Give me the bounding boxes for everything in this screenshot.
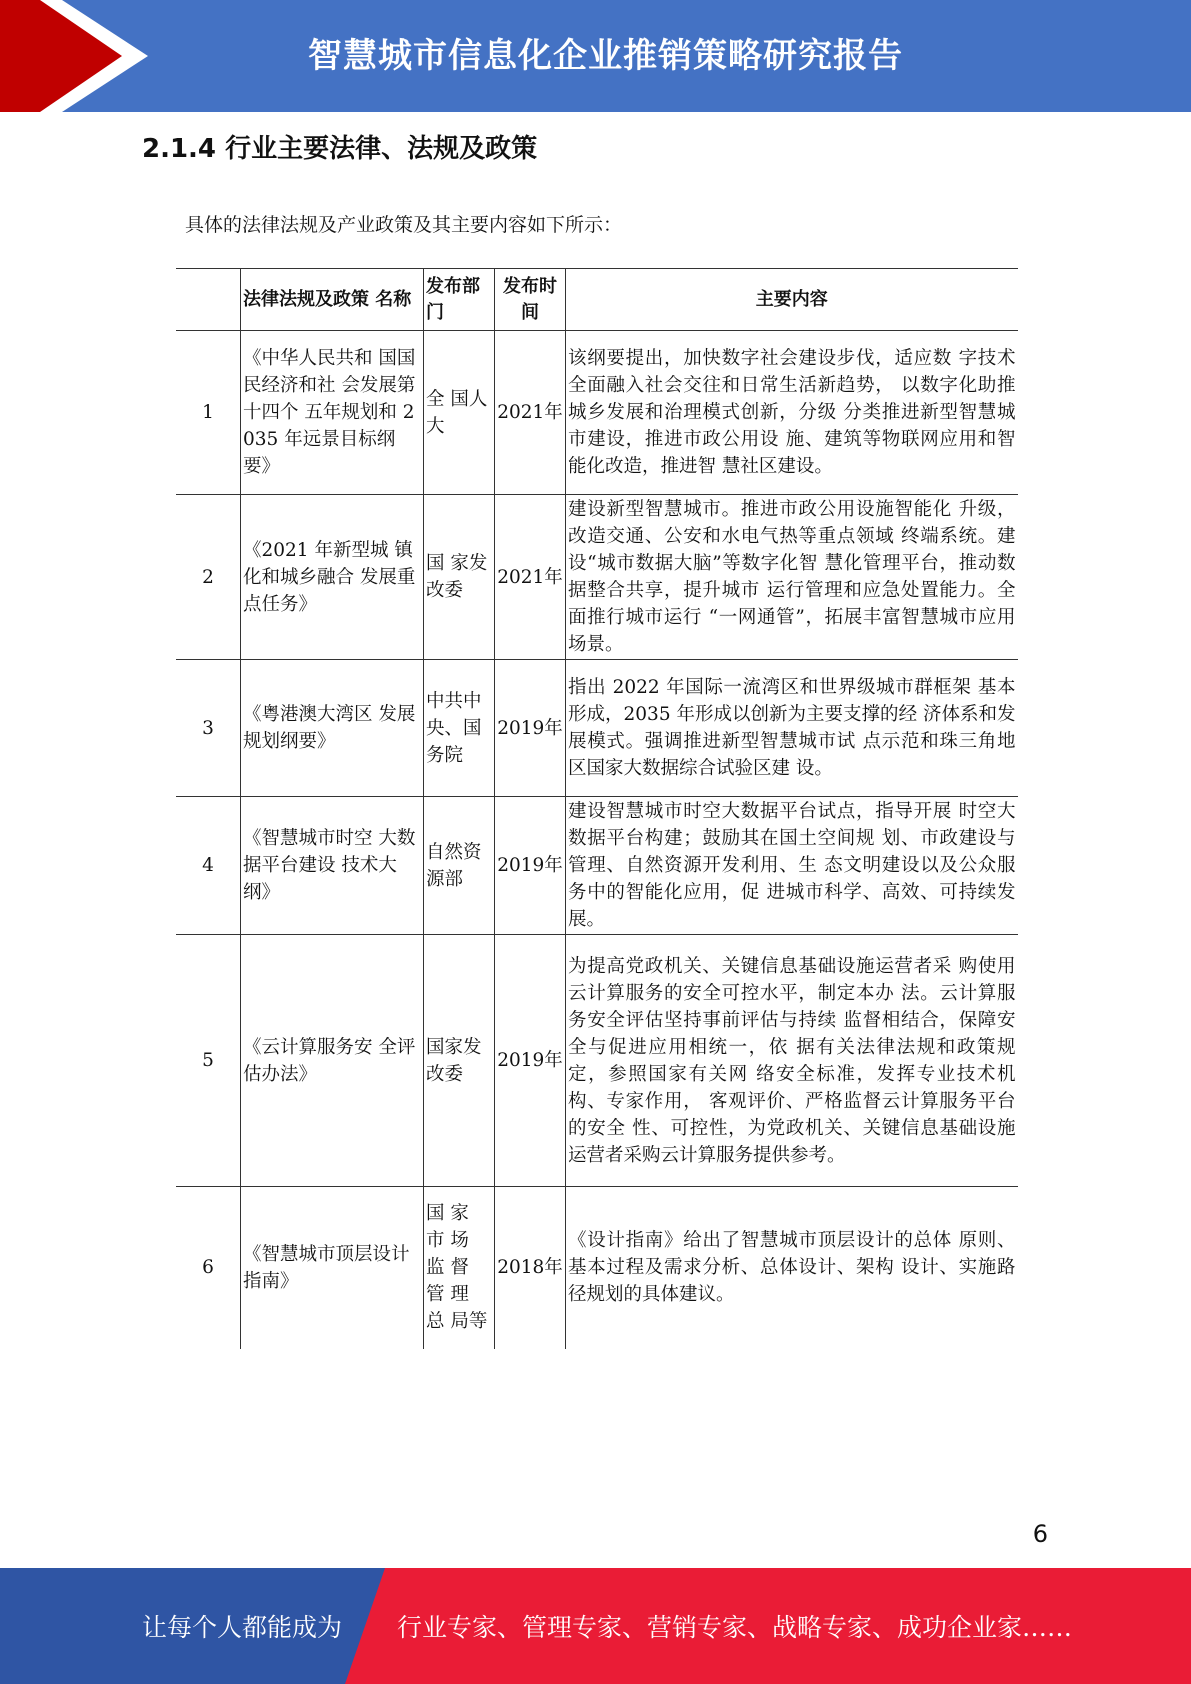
footer-slogan-left: 让每个人都能成为: [142, 1613, 343, 1642]
row-content: 建设智慧城市时空大数据平台试点，指导开展 时空大数据平台构建；鼓励其在国土空间规 划、市政建设与管理、自然资源开发利用、生 态文明建设以及公众服务中的智能化应用，促 进城市科学、高效、可持续发展。: [566, 797, 1018, 935]
row-no: 6: [176, 1187, 241, 1349]
header-name: 法律法规及政策 名称: [241, 269, 424, 331]
page-number: 6: [1032, 1520, 1048, 1548]
row-no: 1: [176, 331, 241, 495]
row-time: 2018年: [495, 1187, 566, 1349]
row-dept: 全 国人大: [424, 331, 495, 495]
row-content: 指出 2022 年国际一流湾区和世界级城市群框架 基本形成，2035 年形成以创新为主要支撑的经 济体系和发展模式。强调推进新型智慧城市试 点示范和珠三角地区国家大数据综合试验区建 设。: [566, 660, 1018, 797]
row-name: 《智慧城市顶层设计指南》: [241, 1187, 424, 1349]
row-dept: 自然资源部: [424, 797, 495, 935]
row-content: 建设新型智慧城市。推进市政公用设施智能化 升级，改造交通、公安和水电气热等重点领域 终端系统。建设“城市数据大脑”等数字化智 慧化管理平台，推动数据整合共享，提升城市 运行管理和应急处置能力。全面推行城市运行 “一网通管”，拓展丰富智慧城市应用场景。: [566, 495, 1018, 660]
table-row: [176, 331, 1018, 495]
row-name: 《粤港澳大湾区 发展规划纲要》: [241, 660, 424, 797]
row-time: 2019年: [495, 935, 566, 1187]
footer-slogan-right: 行业专家、管理专家、营销专家、战略专家、成功企业家……: [397, 1613, 1073, 1642]
row-time: 2021年: [495, 495, 566, 660]
header-dept: 发布部门: [424, 269, 495, 331]
row-name: 《云计算服务安 全评估办法》: [241, 935, 424, 1187]
row-name: 《中华人民共和 国国民经济和社 会发展第十四个 五年规划和 2035 年远景目标纲 要》: [241, 331, 424, 495]
table-row: [176, 660, 1018, 797]
header-banner: [0, 0, 1191, 112]
row-no: 2: [176, 495, 241, 660]
row-time: 2019年: [495, 660, 566, 797]
row-dept: 国家发改委: [424, 935, 495, 1187]
row-content: 该纲要提出，加快数字社会建设步伐，适应数 字技术全面融入社会交往和日常生活新趋势， 以数字化助推城乡发展和治理模式创新，分级 分类推进新型智慧城市建设，推进市政公用设 施、建筑等物联网应用和智能化改造，推进智 慧社区建设。: [566, 331, 1018, 495]
footer-banner: [0, 1568, 1191, 1684]
row-dept: 国 家 市 场 监 督 管 理 总 局等: [424, 1187, 495, 1349]
row-dept: 国 家发 改委: [424, 495, 495, 660]
table-row: [176, 495, 1018, 660]
row-name: 《智慧城市时空 大数据平台建设 技术大纲》: [241, 797, 424, 935]
row-time: 2021年: [495, 331, 566, 495]
table-row: [176, 935, 1018, 1187]
header-time: 发布时间: [495, 269, 566, 331]
header-title: 智慧城市信息化企业推销策略研究报告: [308, 35, 903, 76]
row-time: 2019年: [495, 797, 566, 935]
header-no: [176, 269, 241, 331]
row-no: 3: [176, 660, 241, 797]
table-row: [176, 797, 1018, 935]
row-name: 《2021 年新型城 镇化和城乡融合 发展重点任务》: [241, 495, 424, 660]
row-content: 为提高党政机关、关键信息基础设施运营者采 购使用云计算服务的安全可控水平，制定本办 法。云计算服务安全评估坚持事前评估与持续 监督相结合，保障安全与促进应用相统一，依 据有关法律法规和政策规定，参照国家有关网 络安全标准，发挥专业技术机构、专家作用， 客观评价、严格监督云计算服务平台的安全 性、可控性，为党政机关、关键信息基础设施 运营者采购云计算服务提供参考。: [566, 935, 1018, 1187]
row-dept: 中共中央、国务院: [424, 660, 495, 797]
table-header-row: [176, 269, 1018, 331]
row-no: 4: [176, 797, 241, 935]
section-title: 2.1.4 行业主要法律、法规及政策: [142, 134, 538, 164]
header-content: 主要内容: [566, 269, 1018, 331]
row-content: 《设计指南》给出了智慧城市顶层设计的总体 原则、基本过程及需求分析、总体设计、架构 设计、实施路径规划的具体建议。: [566, 1187, 1018, 1349]
intro-text: 具体的法律法规及产业政策及其主要内容如下所示：: [185, 214, 623, 236]
policy-table: [176, 268, 1018, 1349]
table-row: [176, 1187, 1018, 1349]
row-no: 5: [176, 935, 241, 1187]
